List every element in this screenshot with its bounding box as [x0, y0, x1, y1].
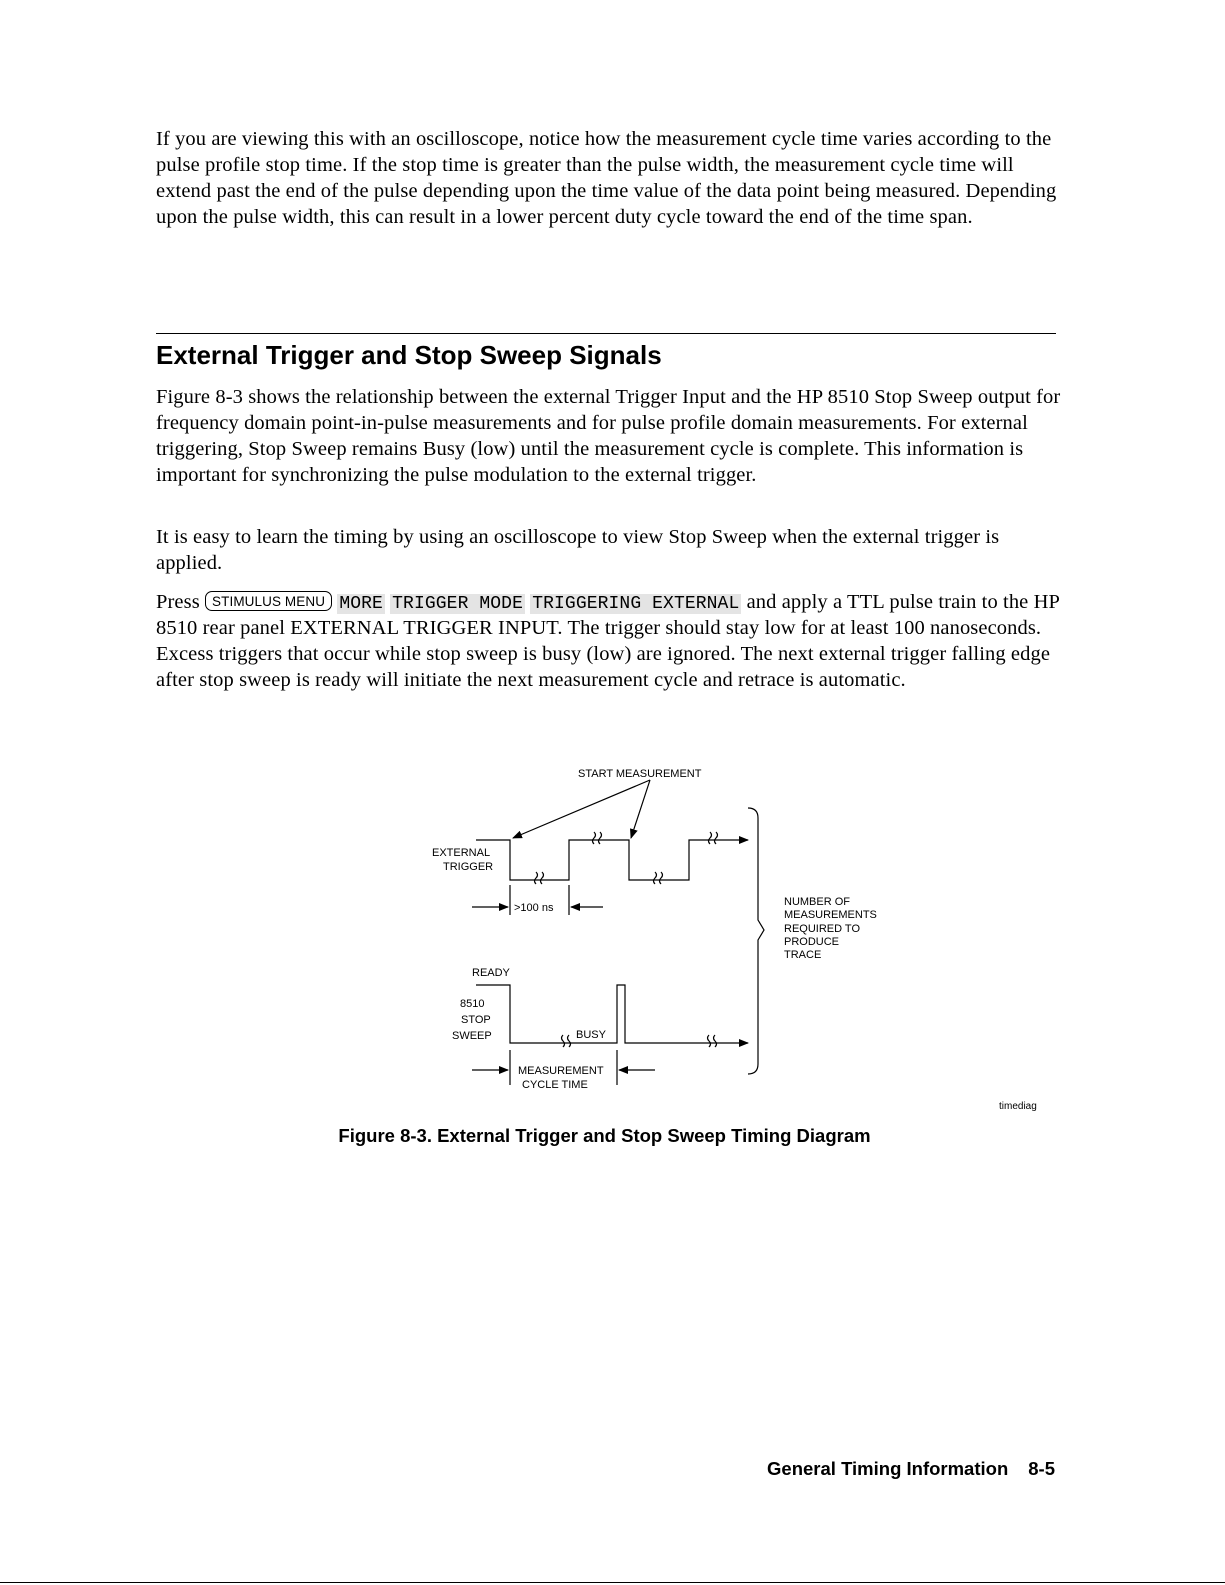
press-prefix: Press	[156, 591, 206, 613]
ready-label: READY	[472, 967, 510, 979]
break-mark	[562, 1035, 571, 1047]
figure-file-tag: timediag	[999, 1101, 1037, 1112]
press-suffix: and apply a TTL pulse train to the HP 8510 rear panel EXTERNAL TRIGGER INPUT. The trigger should stay low for at least 100 nanoseconds. Excess triggers that occur while stop sweep is busy (low) are ignored. The next external trigger falling edge after stop sweep is ready will initiate the next measurement cycle and retrace is automatic.	[156, 591, 1060, 691]
softkey-triggering-external: TRIGGERING EXTERNAL	[532, 594, 740, 614]
min-low-label: >100 ns	[514, 902, 554, 914]
stop-sweep-label: STOP	[461, 1014, 491, 1026]
break-mark	[709, 832, 718, 844]
section-heading: External Trigger and Stop Sweep Signals	[156, 340, 662, 370]
start-pointer-line	[631, 780, 650, 838]
right-brace	[748, 808, 764, 1074]
softkey-more: MORE	[339, 594, 383, 614]
cycle-time-label: MEASUREMENT	[518, 1065, 604, 1077]
break-mark	[593, 832, 602, 844]
stop-sweep-label: SWEEP	[452, 1030, 492, 1042]
figure-caption: Figure 8-3. External Trigger and Stop Sweep Timing Diagram	[338, 1125, 871, 1146]
easy-paragraph: It is easy to learn the timing by using an oscilloscope to view Stop Sweep when the external trigger is applied.	[156, 526, 1000, 574]
page-footer	[767, 1458, 1055, 1480]
break-mark	[535, 872, 544, 884]
cycle-time-label: CYCLE TIME	[522, 1079, 588, 1091]
number-of-measurements-label: PRODUCE	[784, 936, 840, 948]
stop-sweep-waveform	[476, 985, 748, 1043]
number-of-measurements-label: TRACE	[784, 949, 822, 961]
relationship-paragraph: Figure 8-3 shows the relationship between the external Trigger Input and the HP 8510 Stop Sweep output for frequency domain point-in-pulse measurements and for pulse profile domain measurements. For external triggering, Stop Sweep remains Busy (low) until the measurement cycle is complete. This information is important for synchronizing the pulse modulation to the external trigger.	[156, 386, 1061, 486]
number-of-measurements-label: MEASUREMENTS	[784, 909, 877, 921]
number-of-measurements-label: NUMBER OF	[784, 896, 850, 908]
busy-label: BUSY	[576, 1029, 606, 1041]
footer-chapter-title: General Timing Information	[767, 1458, 1009, 1479]
footer-page-number: 8-5	[1028, 1458, 1055, 1479]
stimulus-menu-key: STIMULUS MENU	[205, 591, 332, 611]
number-of-measurements-label: REQUIRED TO	[784, 923, 860, 935]
external-trigger-label: EXTERNAL	[432, 847, 491, 859]
start-pointer-line	[513, 780, 650, 838]
bottom-edge-line	[0, 1582, 1225, 1583]
softkey-trigger-mode: TRIGGER MODE	[392, 594, 523, 614]
break-mark	[708, 1035, 717, 1047]
break-mark	[654, 872, 663, 884]
intro-paragraph: If you are viewing this with an oscilloscope, notice how the measurement cycle time varies according to the pulse profile stop time. If the stop time is greater than the pulse width, the measurement cycle time will extend past the end of the pulse depending upon the time value of the data point being measured. Depending upon the pulse width, this can result in a lower percent duty cycle toward the end of the time span.	[156, 128, 1057, 228]
external-trigger-waveform	[476, 840, 748, 880]
external-trigger-label: TRIGGER	[443, 861, 494, 873]
stop-sweep-label: 8510	[460, 998, 485, 1010]
start-measurement-label: START MEASUREMENT	[578, 768, 702, 780]
